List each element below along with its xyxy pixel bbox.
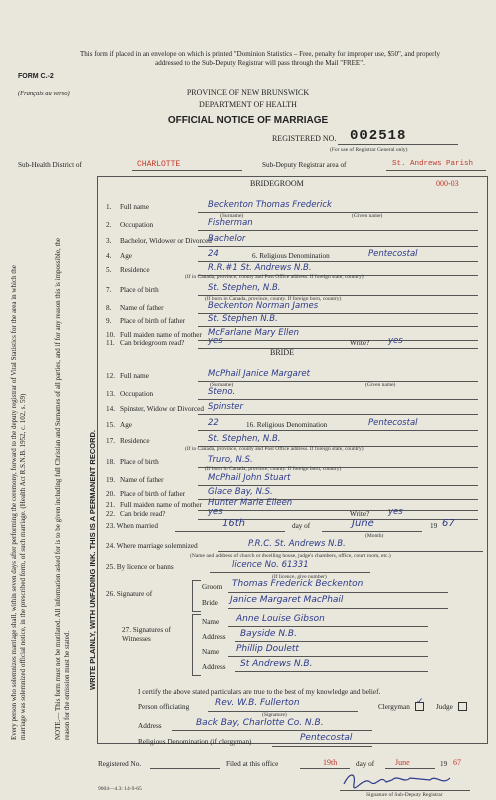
groom-signature: Thomas Frederick Beckenton [232,579,364,589]
bridegroom-field-value: R.R.#1 St. Andrews N.B. [208,263,312,273]
stamp-number: 000-03 [436,179,459,188]
sub-health-label: Sub-Health District of [18,161,82,169]
signature-hint: (Signature) [262,712,287,718]
officiant-religion: Pentecostal [300,733,353,743]
groom-birth-hint: (If born in Canada, province, county. If foreign born, country) [205,296,342,302]
bridegroom-field-value: 24 [208,249,219,259]
bridegroom-field-label: Bachelor, Widower or Divorced [120,237,212,245]
groom-write-value: yes [388,336,403,346]
bride-field-number: 12. [106,372,115,380]
clergyman-check-mark: ✓ [416,697,424,707]
judge-label: Judge [436,703,453,711]
bride-field-value: Truro, N.S. [208,455,253,465]
bride-field-number: 15. [106,421,115,429]
bride-field-value: Steno. [208,387,236,397]
bride-heading: BRIDE [270,348,294,357]
signature-of-label: 26. Signature of [106,590,153,598]
bridegroom-field-number: 3. [106,237,112,245]
sub-deputy-label: Sub-Deputy Registrar area of [262,161,347,169]
filed-month: June [395,758,410,767]
where-hint: (Name and address of church or dwelling house, judge's chambers, office, court room, etc.) [190,553,391,559]
registrar-sig-hint: Signature of Sub-Deputy Registrar [366,792,443,798]
witness2-address: St Andrews N.B. [240,659,313,669]
bride-field-label: Spinster, Widow or Divorced [120,405,204,413]
bride-field-value: McPhail John Stuart [208,473,291,483]
clergyman-label: Clergyman [378,703,410,711]
bride-birth-hint: (If born in Canada, province, county. If foreign born, country) [205,466,342,472]
bride-write-value: yes [388,507,403,517]
bride-field-value: St. Stephen, N.B. [208,434,281,444]
bride-field-number: 21. [106,501,115,509]
registered-no-label: REGISTERED NO. [272,134,337,143]
bridegroom-field-label: Full name [120,203,149,211]
bride-field-label: Full name [120,372,149,380]
bridegroom-field-value: St. Stephen N.B. [208,314,278,324]
bridegroom-field-number: 2. [106,221,112,229]
bride-field-label: Residence [120,437,150,445]
witness2-name-label: Name [202,648,220,656]
where-value: P.R.C. St. Andrews N.B. [248,539,346,549]
licence-label: 25. By licence or banns [106,563,174,571]
witness1-name: Anne Louise Gibson [236,614,325,624]
witness1-address-label: Address [202,633,226,641]
envelope-note: This form if placed in an envelope on which is printed "Dominion Statistics – Free, penalty for improper use, $50", and properly addressed to the Sub-Deputy Registrar will pass through the Mail "FREE". [80,50,440,67]
bridegroom-field-number: 4. [106,252,112,260]
day-of-label: day of [292,522,311,530]
bridegroom-field-number: 9. [106,317,112,325]
officiant-signature: Rev. W.B. Fullerton [215,698,300,708]
bride-field-number: 14. [106,405,115,413]
french-note: (Français au verso) [18,90,70,97]
person-officiating-label: Person officiating [138,703,190,711]
sub-deputy-value: St. Andrews Parish [392,160,474,168]
bride-field-label: Full maiden name of mother [120,501,202,509]
registrar-signature [340,770,460,790]
bride-field-label: Place of birth [120,458,159,466]
licence-value: licence No. 61331 [232,560,309,570]
groom-religion-label: 6. Religious Denomination [252,252,330,260]
groom-residence-hint: (If in Canada, province, county and Post Office address. If foreign state, country) [185,274,364,280]
bride-field-value: Hunter Marie Eileen [208,498,293,508]
filed-label: Filed at this office [226,760,279,768]
bridegroom-field-number: 8. [106,304,112,312]
bride-field-number: 13. [106,390,115,398]
bridegroom-field-value: Beckenton Norman James [208,301,319,311]
bridegroom-field-label: Name of father [120,304,164,312]
bridegroom-field-value: McFarlane Mary Ellen [208,328,299,338]
left-instruction-text: Every person who solemnizes marriage shall, within seven days after performing the ceremony, forward to the deputy registrar of Vital Statistics for the area in which the marriage was solemnized official notice, in the prescribed form, of such marriage. (Health Act R.S.N.B. 1952, c. 102, s. 59) [10,265,27,740]
officiant-address: Back Bay, Charlotte Co. N.B. [196,718,324,728]
filed-year: 67 [453,758,461,767]
footer-registered-label: Registered No. [98,760,142,768]
bride-write-label: Write? [350,510,370,518]
bridegroom-field-number: 5. [106,266,112,274]
department-heading: DEPARTMENT OF HEALTH [199,100,297,109]
print-code: 9004—4.3: 14-9-65 [98,786,142,792]
officiant-religion-label: Religious Denomination (if clergyman) [138,738,252,746]
bride-field-label: Can bride read? [120,510,166,518]
bridegroom-field-label: Occupation [120,221,154,229]
bride-field-value: 22 [208,418,219,428]
filed-day-of-label: day of [356,760,375,768]
bride-field-value: yes [208,507,223,517]
bride-field-value: McPhail Janice Margaret [208,369,310,379]
sub-health-value: CHARLOTTE [137,160,181,169]
registered-no: 002518 [350,128,407,144]
bridegroom-field-number: 7. [106,286,112,294]
bridegroom-field-label: Can bridegroom read? [120,339,185,347]
bridegroom-field-number: 1. [106,203,112,211]
bridegroom-field-value: St. Stephen, N.B. [208,283,281,293]
groom-religion-value: Pentecostal [368,249,418,259]
bridegroom-field-label: Full maiden name of mother [120,331,202,339]
filed-year-prefix: 19 [440,760,448,768]
bridegroom-field-label: Place of birth of father [120,317,186,325]
bridegroom-field-label: Residence [120,266,150,274]
bride-field-value: Spinster [208,402,244,412]
bridegroom-field-label: Place of birth [120,286,159,294]
year-value: 67 [442,518,455,529]
bride-given-hint: (Given name) [365,382,396,388]
bridegroom-field-value: Beckenton Thomas Frederick [208,200,332,210]
registrar-use-note: (For use of Registrar General only) [330,147,408,153]
province-heading: PROVINCE OF NEW BRUNSWICK [186,88,310,97]
bride-field-number: 18. [106,458,115,466]
officiant-address-label: Address [138,722,162,730]
bride-field-number: 19. [106,476,115,484]
year-prefix: 19 [430,522,438,530]
bride-field-label: Age [120,421,132,429]
bridegroom-field-value: Fisherman [208,218,253,228]
note-text: NOTE.— This form must not be mutilated. All information asked for is to be given including full Christian and Surnames of all parties, and if for any reason this is impossible, the reason for the omission must be stated. [54,237,71,740]
witness2-address-label: Address [202,663,226,671]
day-value: 16th [222,518,245,529]
licence-hint: (If licence, give number) [272,574,327,580]
bride-field-label: Place of birth of father [120,490,186,498]
bride-field-number: 22. [106,510,115,518]
bridegroom-field-value: Bachelor [208,234,246,244]
month-value: June [352,518,374,529]
bride-field-label: Occupation [120,390,154,398]
bride-field-value: Glace Bay, N.S. [208,487,273,497]
groom-given-hint: (Given name) [352,213,383,219]
permanent-record-text: WRITE PLAINLY, WITH UNFADING INK. THIS IS A PERMANENT RECORD. [88,429,97,690]
bridegroom-heading: BRIDEGROOM [250,179,304,188]
filed-day: 19th [323,758,338,767]
groom-write-label: Write? [350,339,370,347]
bride-religion-value: Pentecostal [368,418,418,428]
bride-field-label: Name of father [120,476,164,484]
bride-sig-label: Bride [202,599,218,607]
groom-surname-hint: (Surname) [220,213,244,219]
where-label: 24. Where marriage solemnized [106,542,198,550]
certify-statement: I certify the above stated particulars are true to the best of my knowledge and belief. [138,688,381,696]
groom-sig-label: Groom [202,583,223,591]
month-hint: (Month) [365,533,384,539]
bride-residence-hint: (If in Canada, province, county and Post Office address. If foreign state, country) [185,446,364,452]
bridegroom-field-number: 10. [106,331,115,339]
bride-field-number: 20. [106,490,115,498]
witness2-name: Phillip Doulett [236,644,299,654]
form-code: FORM C.-2 [18,73,54,80]
witness1-name-label: Name [202,618,220,626]
when-married-label: 23. When married [106,522,158,530]
bridegroom-field-value: yes [208,336,223,346]
bride-field-number: 17. [106,437,115,445]
page-title: OFFICIAL NOTICE OF MARRIAGE [167,115,329,126]
witnesses-label: 27. Signatures of Witnesses [122,626,171,643]
witness1-address: Bayside N.B. [240,629,297,639]
bride-surname-hint: (Surname) [210,382,234,388]
bride-signature: Janice Margaret MacPhail [230,595,344,605]
bride-religion-label: 16. Religious Denomination [246,421,328,429]
bridegroom-field-number: 11. [106,339,115,347]
bridegroom-field-label: Age [120,252,132,260]
judge-checkbox[interactable] [458,702,467,711]
